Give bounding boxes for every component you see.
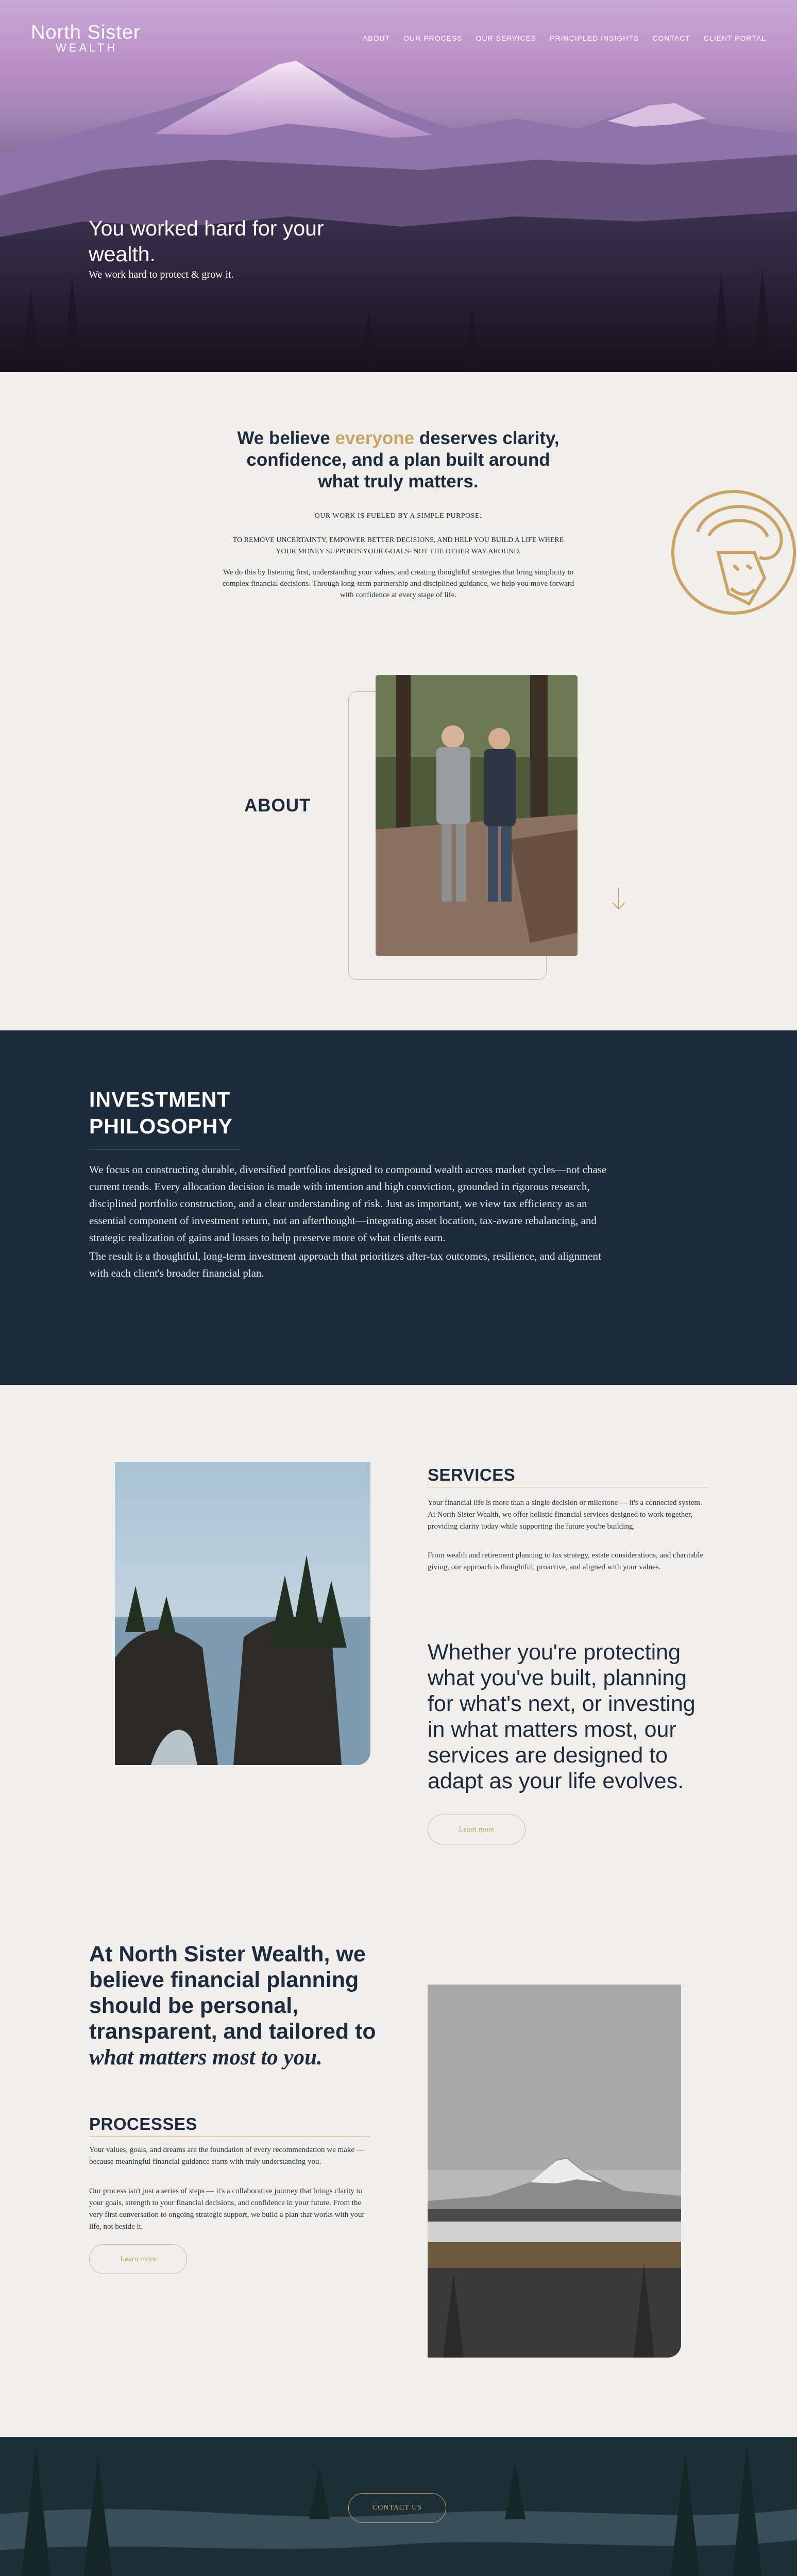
- process-heading-text: At North Sister Wealth, we believe financial planning should be personal, transparent, and tailored to: [89, 1942, 376, 2044]
- nav-contact[interactable]: CONTACT: [652, 34, 690, 42]
- investment-title-line2: PHILOSOPHY: [89, 1114, 233, 1138]
- nav-principled-insights[interactable]: PRINCIPLED INSIGHTS: [550, 34, 639, 42]
- brand-subname: WEALTH: [56, 41, 118, 54]
- process-heading: [89, 1941, 378, 2071]
- process-section: [0, 1900, 797, 2437]
- services-title: SERVICES: [428, 1465, 516, 1484]
- hero-title: You worked hard for your wealth.: [89, 216, 324, 266]
- processes-title: PROCESSES: [89, 2114, 197, 2133]
- services-paragraph-2: From wealth and retirement planning to tax strategy, estate considerations, and charitable giving, our approach is thoughtful, proactive, and aligned with your values.: [428, 1551, 704, 1571]
- nav-client-portal[interactable]: CLIENT PORTAL: [703, 34, 766, 42]
- belief-heading-pre: We believe: [237, 428, 335, 448]
- investment-title-line1: INVESTMENT: [89, 1088, 231, 1111]
- nav-our-process[interactable]: OUR PROCESS: [403, 34, 463, 42]
- investment-paragraph-2: The result is a thoughtful, long-term investment approach that prioritizes after-tax outcomes, resilience, and alignment with each client's broader financial plan.: [89, 1250, 601, 1279]
- nav-our-services[interactable]: OUR SERVICES: [476, 34, 537, 42]
- top-nav: [0, 0, 797, 67]
- nav-about[interactable]: ABOUT: [362, 34, 391, 42]
- arrow-down-icon[interactable]: [611, 886, 626, 911]
- brand-name: North Sister: [31, 22, 141, 43]
- services-paragraph-1: Your financial life is more than a single decision or milestone — it's a connected system. At North Sister Wealth, we offer holistic financial services designed to work together, providing clarity today while supporting the future you're building.: [428, 1499, 702, 1531]
- river-cta-section: [0, 2437, 797, 2576]
- services-learn-more-button[interactable]: Learn more: [428, 1815, 525, 1844]
- about-heading: ABOUT: [244, 795, 311, 816]
- purpose-statement: TO REMOVE UNCERTAINTY, EMPOWER BETTER DECISIONS, AND HELP YOU BUILD A LIFE WHERE YOUR MONEY SUPPORTS YOUR GOALS- NOT THE OTHER WAY AROUND.: [232, 536, 564, 555]
- services-statement: Whether you're protecting what you've built, planning for what's next, or investing in what matters most, our services are designed to adapt as your life evolves.: [428, 1640, 696, 1793]
- mountain-lake-photo: [428, 1985, 681, 2358]
- ram-emblem-icon: [662, 475, 797, 630]
- belief-heading-accent: everyone: [335, 428, 415, 448]
- brand-logo[interactable]: [31, 23, 141, 54]
- belief-section: [0, 372, 797, 1030]
- process-paragraph-1: Your values, goals, and dreams are the foundation of every recommendation we make — because meaningful financial guidance starts with truly understanding you.: [89, 2146, 364, 2166]
- services-section: [0, 1385, 797, 1900]
- belief-heading-post: deserves clarity, confidence, and a plan built around what truly matters.: [246, 428, 559, 492]
- coast-photo: [115, 1462, 370, 1765]
- investment-philosophy-section: [0, 1030, 797, 1385]
- hero-section: [0, 0, 797, 372]
- process-heading-emphasis: what matters most to you.: [89, 2045, 323, 2070]
- contact-us-button[interactable]: CONTACT US: [348, 2493, 446, 2523]
- team-photo: [376, 675, 578, 956]
- hero-text: [89, 215, 326, 281]
- process-paragraph-2: Our process isn't just a series of steps — it's a collaborative journey that brings clarity to your goals, strength to your financial decisions, and confidence in your future. From the very first conversation to ongoing strategic support, we build a plan that works with your life, not beside it.: [89, 2187, 365, 2231]
- investment-title: [89, 1086, 233, 1140]
- purpose-body: We do this by listening first, understanding your values, and creating thoughtful strategies that bring simplicity to complex financial decisions. Through long-term partnership and disciplined guidance, we help you move forward with confidence at every stage of life.: [222, 568, 574, 599]
- main-menu: [363, 34, 766, 42]
- investment-paragraph-1: We focus on constructing durable, diversified portfolios designed to compound wealth across market cycles—not chase current trends. Every allocation decision is made with intention and high conviction, grounded in rigorous research, disciplined portfolio construction, and a clear understanding of risk. Just as important, we view tax efficiency as an essential component of investment return, not an afterthought—integrating asset location, tax-aware rebalancing, and strategic realization of gains and losses to help preserve more of what clients earn.: [89, 1163, 607, 1244]
- belief-heading: [227, 428, 570, 493]
- purpose-label: OUR WORK IS FUELED BY A SIMPLE PURPOSE:: [314, 512, 482, 520]
- process-learn-more-button[interactable]: Learn more: [89, 2244, 187, 2274]
- hero-subtitle: We work hard to protect & grow it.: [89, 269, 234, 280]
